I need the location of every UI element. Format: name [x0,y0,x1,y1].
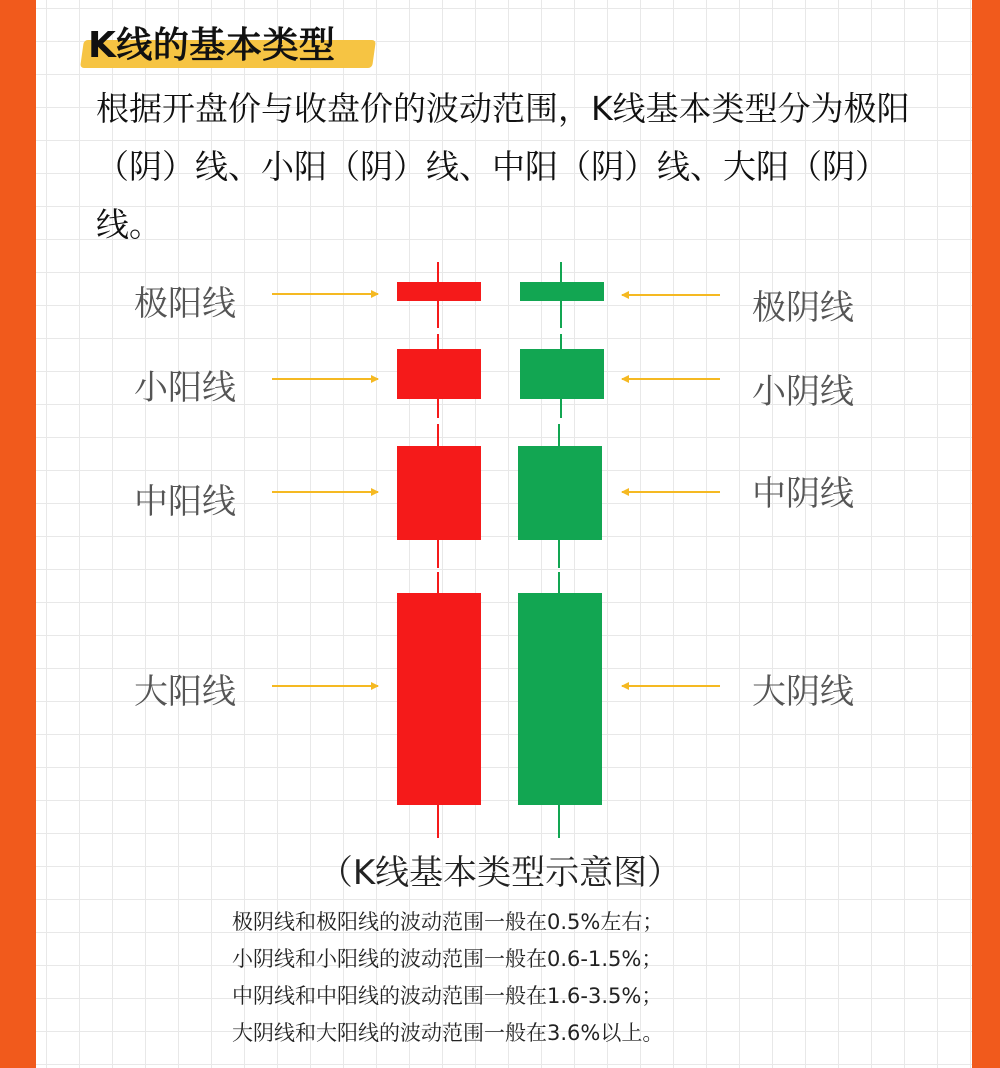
medium-yin-candle [518,446,602,540]
diagram-caption: （K线基本类型示意图） [318,853,682,893]
note-extreme: 极阴线和极阳线的波动范围一般在0.5%左右； [232,910,664,934]
label-medium-yang: 中阳线 [134,482,236,522]
large-yin-candle [518,593,602,805]
label-small-yang: 小阳线 [134,368,236,408]
label-large-yin: 大阴线 [752,672,854,712]
medium-yang-candle [397,446,481,540]
intro-paragraph: 根据开盘价与收盘价的波动范围，K线基本类型分为极阳（阴）线、小阳（阴）线、中阳（阴）线、大阳（阴）线。 [96,89,910,244]
range-notes [232,904,663,1052]
label-extreme-yin: 极阴线 [752,288,854,328]
label-extreme-yang: 极阳线 [134,284,236,324]
label-small-yin: 小阴线 [752,372,854,412]
large-yang-candle [397,593,481,805]
small-yin-candle [520,349,604,399]
note-small: 小阴线和小阳线的波动范围一般在0.6-1.5%； [232,947,663,971]
note-medium: 中阴线和中阳线的波动范围一般在1.6-3.5%； [232,984,663,1008]
label-large-yang: 大阳线 [134,672,236,712]
label-medium-yin: 中阴线 [752,474,854,514]
extreme-yang-candle [397,282,481,301]
extreme-yin-candle [520,282,604,301]
note-large: 大阴线和大阳线的波动范围一般在3.6%以上。 [232,1021,664,1045]
small-yang-candle [397,349,481,399]
page-title: K线的基本类型 [88,25,336,66]
